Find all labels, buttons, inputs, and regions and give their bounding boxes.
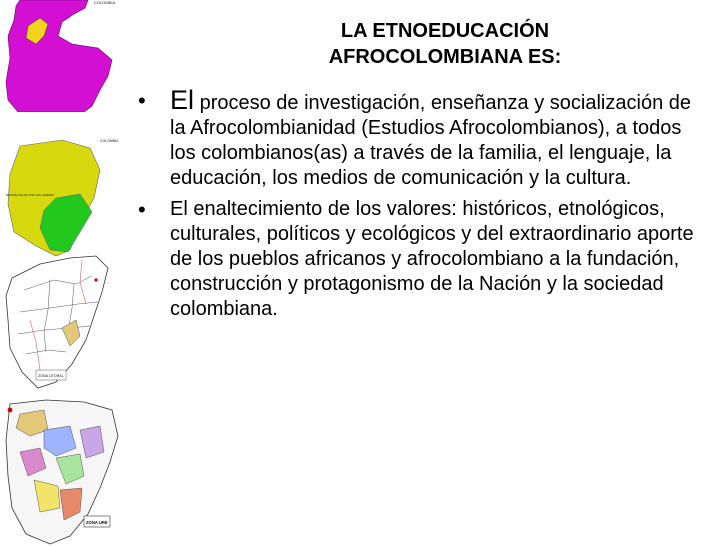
bullet-list — [138, 85, 698, 322]
map4-label: ZONA URE — [86, 520, 108, 525]
colombia-shape — [6, 0, 112, 112]
bullet-item-2 — [138, 197, 698, 322]
map3-label: ZONA LITORAL — [38, 374, 64, 378]
bullet-text: proceso de investigación, enseñanza y socialización de la Afrocolombianidad (Estudios Afrocolombianos), a todos los colombianos(as) a través de la familia, el lenguaje, la educación, los medios de comunicación y la cultura. — [170, 92, 691, 189]
region-map-yellow — [0, 128, 130, 260]
colored-zones-map — [0, 396, 130, 546]
title-line-1: LA ETNOEDUCACIÓN — [340, 20, 550, 42]
map2-left-label: REPÚBLICA DE TRO SOL AMERIC — [6, 193, 55, 197]
location-marker — [94, 278, 97, 281]
outline-country — [6, 256, 108, 388]
bullet-item-1 — [138, 85, 698, 191]
bullet-text: El enaltecimiento de los valores: históricos, etnológicos, culturales, políticos y ecológicos y del extraordinario aporte de los pueblos africanos y afrocolombiano a la fundación, construcción y protagonismo de la Nación y la sociedad colombiana. — [170, 198, 694, 320]
map1-label: COLOMBIA — [94, 0, 116, 5]
bullet-marker: • — [138, 88, 146, 113]
maps-column — [0, 0, 130, 546]
colombia-map-magenta — [0, 0, 130, 112]
departments-outline-map — [0, 250, 130, 390]
capital-marker — [8, 408, 13, 413]
bullet-lead-word: El — [170, 85, 195, 115]
slide-title — [265, 18, 625, 70]
map2-right-label: COLOMBIA — [100, 139, 119, 143]
title-line-2: AFROCOLOMBIANA ES: — [328, 46, 562, 68]
bullet-marker: • — [138, 197, 146, 222]
